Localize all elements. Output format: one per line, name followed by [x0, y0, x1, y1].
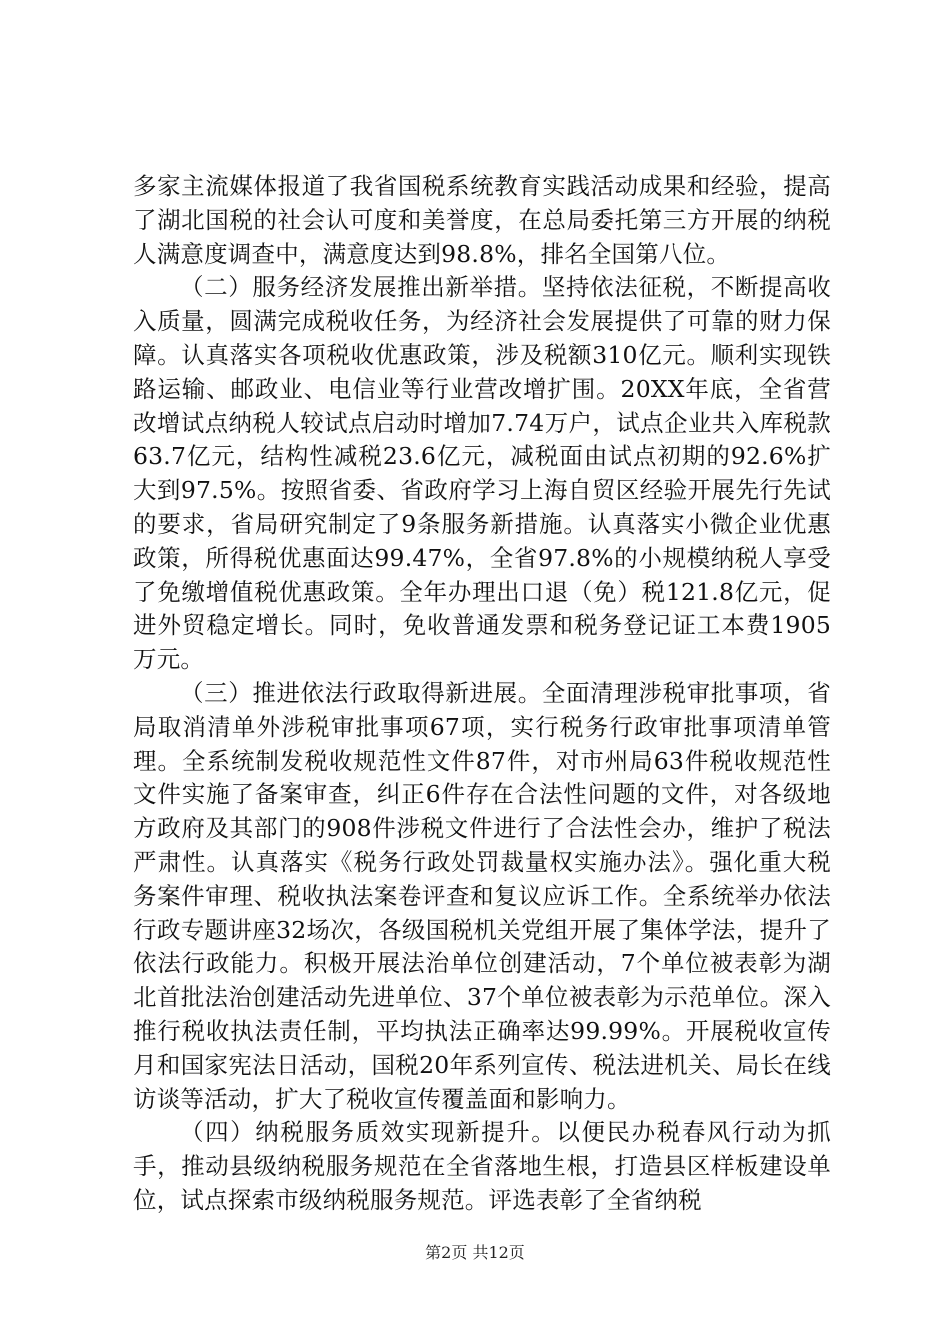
paragraph-media-coverage: 多家主流媒体报道了我省国税系统教育实践活动成果和经验，提高了湖北国税的社会认可度和美誉度，在总局委托第三方开展的纳税人满意度调查中，满意度达到98.8%，排名全国第八位。 — [133, 172, 831, 268]
paragraph-economic-service: （二）服务经济发展推出新举措。坚持依法征税，不断提高收入质量，圆满完成税收任务，为经济社会发展提供了可靠的财力保障。认真落实各项税收优惠政策，涉及税额310亿元。顺利实现铁路运输、邮政业、电信业等行业营改增扩围。20XX年底，全省营改增试点纳税人较试点启动时增加7.74万户，试点企业共入库税款63.7亿元，结构性减税23.6亿元，减税面由试点初期的92.6%扩大到97.5%。按照省委、省政府学习上海自贸区经验开展先行先试的要求，省局研究制定了9条服务新措施。认真落实小微企业优惠政策，所得税优惠面达99.47%，全省97.8%的小规模纳税人享受了免缴增值税优惠政策。全年办理出口退（免）税121.8亿元，促进外贸稳定增长。同时，免收普通发票和税务登记证工本费1905万元。 — [133, 273, 831, 674]
document-body — [133, 170, 831, 1218]
paragraph-tax-service: （四）纳税服务质效实现新提升。以便民办税春风行动为抓手，推动县级纳税服务规范在全省落地生根，打造县区样板建设单位，试点探索市级纳税服务规范。评选表彰了全省纳税 — [133, 1118, 831, 1214]
page-footer: 第2页 共12页 — [425, 1243, 525, 1262]
paragraph-law-administration: （三）推进依法行政取得新进展。全面清理涉税审批事项，省局取消清单外涉税审批事项67项，实行税务行政审批事项清单管理。全系统制发税收规范性文件87件，对市州局63件税收规范性文件实施了备案审查，纠正6件存在合法性问题的文件，对各级地方政府及其部门的908件涉税文件进行了合法性会办，维护了税法严肃性。认真落实《税务行政处罚裁量权实施办法》。强化重大税务案件审理、税收执法案卷评查和复议应诉工作。全系统举办依法行政专题讲座32场次，各级国税机关党组开展了集体学法，提升了依法行政能力。积极开展法治单位创建活动，7个单位被表彰为湖北首批法治创建活动先进单位、37个单位被表彰为示范单位。深入推行税收执法责任制，平均执法正确率达99.99%。开展税收宣传月和国家宪法日活动，国税20年系列宣传、税法进机关、局长在线访谈等活动，扩大了税收宣传覆盖面和影响力。 — [133, 678, 831, 1113]
